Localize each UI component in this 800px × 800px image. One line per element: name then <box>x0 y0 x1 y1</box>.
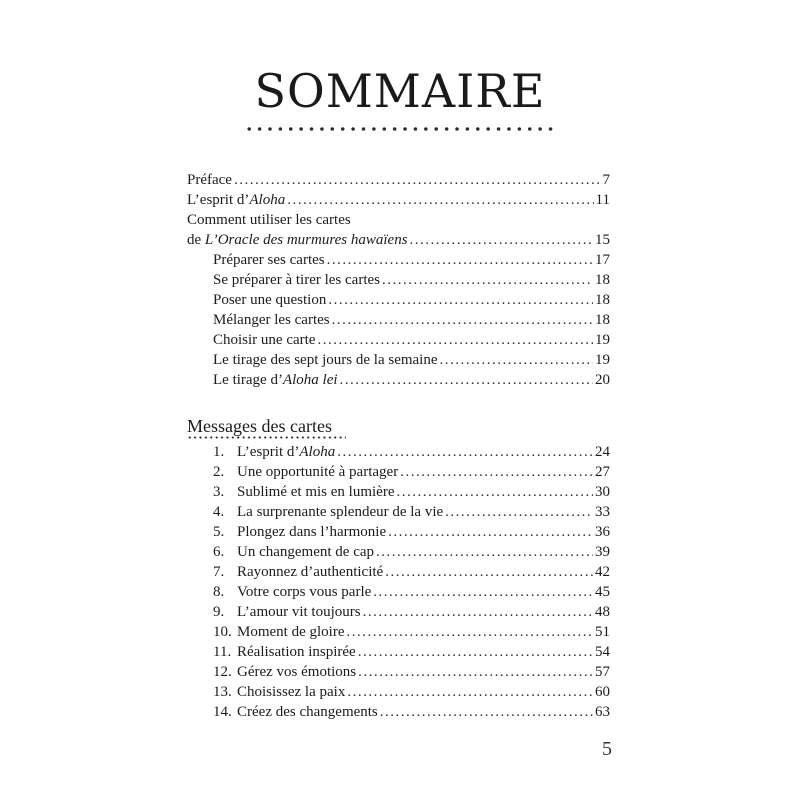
toc-entry-label <box>213 522 386 542</box>
toc-entry-number: 1. <box>213 444 225 460</box>
toc-entry <box>187 350 610 370</box>
toc-entry <box>187 682 610 702</box>
dot-leader <box>287 190 593 210</box>
toc-entry-text: Votre corps vous parle <box>237 584 372 600</box>
toc-entry-italic-title: Aloha <box>299 444 336 460</box>
toc-entry <box>187 250 610 270</box>
toc-entry <box>187 482 610 502</box>
dot-leader <box>234 170 601 190</box>
toc-entry <box>187 230 610 250</box>
dot-leader <box>332 310 593 330</box>
toc-entry-label <box>213 662 356 682</box>
toc-usage-list <box>187 250 610 390</box>
toc-entry <box>187 582 610 602</box>
dot-leader <box>358 642 593 662</box>
toc-entry-number: 12. <box>213 664 232 680</box>
toc-entry-number: 5. <box>213 524 225 540</box>
dot-leader <box>340 370 593 390</box>
dot-leader <box>317 330 593 350</box>
toc-entry-text: Préparer ses cartes <box>213 252 325 268</box>
toc-entry-page: 18 <box>595 312 610 328</box>
table-of-contents <box>187 170 610 722</box>
toc-entry-number: 9. <box>213 604 225 620</box>
toc-entry-label <box>213 542 374 562</box>
section-spacer <box>187 390 610 414</box>
toc-entry-label <box>213 502 443 522</box>
toc-entry-number: 3. <box>213 484 225 500</box>
toc-entry-text: Mélanger les cartes <box>213 312 330 328</box>
toc-entry-page: 27 <box>595 464 610 480</box>
toc-entry-page: 20 <box>595 372 610 388</box>
toc-entry-label <box>187 170 232 190</box>
toc-entry-italic-title: L’Oracle des murmures hawaïens <box>204 232 408 248</box>
toc-entry-page: 19 <box>595 352 610 368</box>
toc-entry-label <box>213 310 330 330</box>
toc-entry-label <box>213 482 394 502</box>
toc-entry <box>187 462 610 482</box>
dot-leader <box>347 682 593 702</box>
toc-entry-text: Plongez dans l’harmonie <box>237 524 387 540</box>
toc-entry-text: L’esprit d’ <box>187 192 250 208</box>
toc-entry-text: Sublimé et mis en lumière <box>237 484 395 500</box>
toc-entry-text: Gérez vos émotions <box>237 664 357 680</box>
toc-entry <box>187 170 610 190</box>
dot-leader <box>337 442 593 462</box>
toc-entry-page: 36 <box>595 524 610 540</box>
toc-entry-text: Créez des changements <box>237 704 378 720</box>
toc-entry-number: 8. <box>213 584 225 600</box>
toc-entry-number: 6. <box>213 544 225 560</box>
toc-entry-text: Un changement de cap <box>237 544 375 560</box>
toc-entry-number: 11. <box>213 644 232 660</box>
toc-entry-page: 11 <box>595 192 610 208</box>
dot-leader <box>388 522 593 542</box>
toc-entry-page: 18 <box>595 292 610 308</box>
page-title: SOMMAIRE <box>254 64 546 118</box>
toc-entry-text: La surprenante splendeur de la vie <box>237 504 444 520</box>
dot-leader <box>346 622 593 642</box>
toc-entry-page: 51 <box>595 624 610 640</box>
toc-entry-page: 18 <box>595 272 610 288</box>
toc-entry <box>187 370 610 390</box>
toc-entry <box>187 562 610 582</box>
toc-entry-text: de <box>187 232 205 248</box>
toc-entry-number: 7. <box>213 564 225 580</box>
toc-entry <box>187 622 610 642</box>
title-dotted-rule <box>244 126 556 132</box>
toc-messages-list <box>187 442 610 722</box>
dot-leader <box>400 462 593 482</box>
toc-entry-page: 30 <box>595 484 610 500</box>
toc-entry-text: L’amour vit toujours <box>237 604 361 620</box>
toc-entry-italic-title: Aloha lei <box>282 372 338 388</box>
toc-entry-text: Choisir une carte <box>213 332 316 348</box>
toc-entry-page: 19 <box>595 332 610 348</box>
section-heading: Messages des cartes <box>187 414 346 438</box>
toc-entry <box>187 330 610 350</box>
toc-entry <box>187 210 610 230</box>
toc-entry-page: 57 <box>595 664 610 680</box>
toc-entry <box>187 190 610 210</box>
toc-entry-label <box>213 330 315 350</box>
toc-entry-number: 4. <box>213 504 225 520</box>
dot-leader <box>358 662 593 682</box>
dot-leader <box>328 290 593 310</box>
toc-entry-page: 48 <box>595 604 610 620</box>
toc-entry-page: 39 <box>595 544 610 560</box>
dot-leader <box>363 602 593 622</box>
toc-entry <box>187 642 610 662</box>
toc-entry-text: Le tirage d’ <box>213 372 283 388</box>
toc-entry-label <box>213 370 338 390</box>
toc-entry-label <box>187 230 408 250</box>
toc-intro-list <box>187 170 610 250</box>
dot-leader <box>385 562 593 582</box>
toc-entry <box>187 502 610 522</box>
toc-entry-number: 13. <box>213 684 232 700</box>
toc-entry <box>187 270 610 290</box>
dot-leader <box>380 702 593 722</box>
toc-entry-label <box>213 582 371 602</box>
toc-entry <box>187 310 610 330</box>
toc-entry <box>187 290 610 310</box>
toc-entry-label <box>213 642 356 662</box>
toc-entry-label <box>213 250 325 270</box>
dot-leader <box>440 350 593 370</box>
toc-entry-label <box>213 562 383 582</box>
toc-entry <box>187 602 610 622</box>
toc-entry-page: 17 <box>595 252 610 268</box>
toc-entry-page: 63 <box>595 704 610 720</box>
toc-entry-text: Le tirage des sept jours de la semaine <box>213 352 438 368</box>
toc-entry-label <box>213 442 335 462</box>
toc-entry-number: 10. <box>213 624 232 640</box>
page-number: 5 <box>602 738 612 760</box>
toc-entry <box>187 662 610 682</box>
toc-entry-text: Se préparer à tirer les cartes <box>213 272 380 288</box>
toc-entry-label <box>213 462 398 482</box>
dot-leader <box>396 482 593 502</box>
toc-entry-page: 24 <box>595 444 610 460</box>
toc-entry-page: 7 <box>602 172 610 188</box>
toc-entry-text: Réalisation inspirée <box>237 644 356 660</box>
toc-entry-page: 42 <box>595 564 610 580</box>
dot-leader <box>376 542 593 562</box>
toc-entry-page: 60 <box>595 684 610 700</box>
dot-leader <box>327 250 593 270</box>
toc-entry-label <box>213 350 438 370</box>
toc-entry-label <box>213 622 344 642</box>
toc-entry-page: 33 <box>595 504 610 520</box>
toc-entry <box>187 702 610 722</box>
toc-entry-text: Comment utiliser les cartes <box>187 212 351 228</box>
toc-entry-text: Poser une question <box>213 292 327 308</box>
toc-entry <box>187 522 610 542</box>
dot-leader <box>410 230 593 250</box>
toc-entry-text: Moment de gloire <box>237 624 345 640</box>
toc-entry-text: L’esprit d’ <box>237 444 300 460</box>
dot-leader <box>373 582 593 602</box>
toc-entry-text: Préface <box>187 172 232 188</box>
toc-entry-label <box>213 290 326 310</box>
toc-entry-label <box>213 682 345 702</box>
toc-entry <box>187 542 610 562</box>
toc-entry-label <box>187 190 285 210</box>
toc-entry-text: Choisissez la paix <box>237 684 346 700</box>
toc-entry-text: Rayonnez d’authenticité <box>237 564 384 580</box>
dot-leader <box>445 502 593 522</box>
toc-entry-label <box>213 702 378 722</box>
toc-entry-page: 45 <box>595 584 610 600</box>
toc-entry-label <box>213 602 361 622</box>
toc-entry-page: 54 <box>595 644 610 660</box>
toc-entry-text: Une opportunité à partager <box>237 464 399 480</box>
toc-entry-number: 2. <box>213 464 225 480</box>
toc-entry-italic-title: Aloha <box>249 192 286 208</box>
toc-entry-label <box>213 270 380 290</box>
toc-entry-number: 14. <box>213 704 232 720</box>
toc-entry-page: 15 <box>595 232 610 248</box>
toc-entry-label <box>187 210 351 230</box>
dot-leader <box>382 270 593 290</box>
toc-entry <box>187 442 610 462</box>
